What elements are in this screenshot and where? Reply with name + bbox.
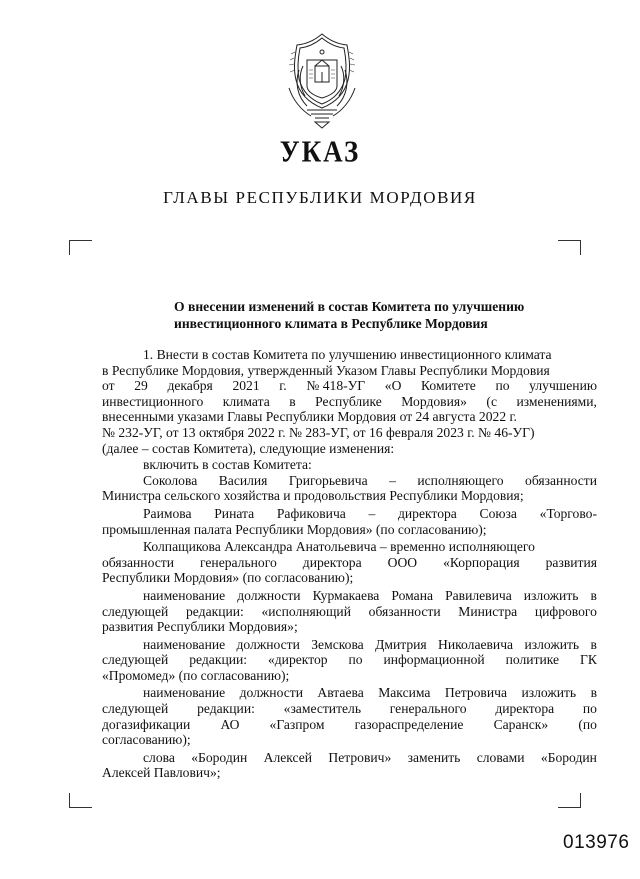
body-line: промышленная палата Республики Мордовия» (по согласованию);: [102, 521, 487, 537]
body-line: (далее – состав Комитета), следующие изменения:: [102, 440, 395, 456]
body-line: наименование должности Автаева Максима Петровича изложить в: [143, 685, 597, 701]
paragraph-zemskov: [102, 637, 597, 684]
corner-mark-top-right: [558, 240, 581, 255]
body-line: 1. Внести в состав Комитета по улучшению инвестиционного климата: [143, 347, 552, 362]
corner-mark-bottom-right: [558, 793, 581, 808]
paragraph-kurmakaev: [102, 588, 597, 635]
body-line: Раимова Рината Рафиковича – директора Союза «Торгово-: [143, 505, 597, 521]
body-line: Алексей Павлович»;: [102, 765, 221, 781]
body-line: наименование должности Земскова Дмитрия Николаевича изложить в: [143, 636, 597, 652]
body-line: внесенными указами Главы Республики Мордовия от 24 августа 2022 г.: [102, 409, 517, 425]
paragraph-raimov: [102, 506, 597, 537]
body-line: включить в состав Комитета:: [143, 456, 312, 472]
body-line: от 29 декабря 2021 г. № 418-УГ «О Комитете по улучшению: [102, 378, 597, 394]
body-line: наименование должности Курмакаева Романа Равилевича изложить в: [143, 587, 597, 603]
body-line: согласованию);: [102, 732, 191, 748]
body-line: слова «Бородин Алексей Петрович» заменить словами «Бородин: [143, 749, 597, 765]
body-line: Колпащикова Александра Анатольевича – временно исполняющего: [143, 539, 535, 555]
paragraph-kolpashchikov: [102, 539, 597, 586]
body-line: следующей редакции: «исполняющий обязанности Министра цифрового: [102, 603, 597, 619]
heading-line: инвестиционного климата в Республике Мордовия: [174, 316, 488, 331]
body-line: Соколова Василия Григорьевича – исполняющего обязанности: [143, 472, 597, 488]
decree-heading: [174, 298, 594, 332]
body-line: Республики Мордовия» (по согласованию);: [102, 570, 354, 586]
paragraph-1: [102, 347, 597, 456]
body-line: инвестиционного климата в Республике Мордовия» (с изменениями,: [102, 393, 597, 409]
heading-line: О внесении изменений в состав Комитета по улучшению: [174, 299, 525, 314]
body-line: в Республике Мордовия, утвержденный Указом Главы Республики Мордовия: [102, 362, 550, 378]
corner-mark-bottom-left: [69, 793, 92, 808]
body-line: развития Республики Мордовия»;: [102, 619, 298, 635]
body-line: следующей редакции: «заместитель генерального директора по: [102, 701, 597, 717]
body-line: догазификации АО «Газпром газораспределение Саранск» (по: [102, 716, 597, 732]
corner-mark-top-left: [69, 240, 92, 255]
coat-of-arms-emblem: [285, 30, 359, 130]
body-line: следующей редакции: «директор по информационной политике ГК: [102, 652, 597, 668]
body-line: «Промомед» (по согласованию);: [102, 667, 290, 683]
paragraph-include: [102, 457, 597, 473]
page-code: 013976: [563, 832, 630, 853]
document-subtitle: ГЛАВЫ РЕСПУБЛИКИ МОРДОВИЯ: [163, 188, 477, 207]
body-line: Министра сельского хозяйства и продовольствия Республики Мордовия;: [102, 488, 524, 504]
paragraph-avtaev: [102, 685, 597, 747]
paragraph-borodin: [102, 750, 597, 781]
decree-body: [102, 347, 597, 782]
document-title: УКАЗ: [279, 133, 361, 169]
paragraph-sokolov: [102, 473, 597, 504]
body-line: обязанности генерального директора ООО «Корпорация развития: [102, 554, 597, 570]
body-line: № 232-УГ, от 13 октября 2022 г. № 283-УГ, от 16 февраля 2023 г. № 46-УГ): [102, 424, 535, 440]
